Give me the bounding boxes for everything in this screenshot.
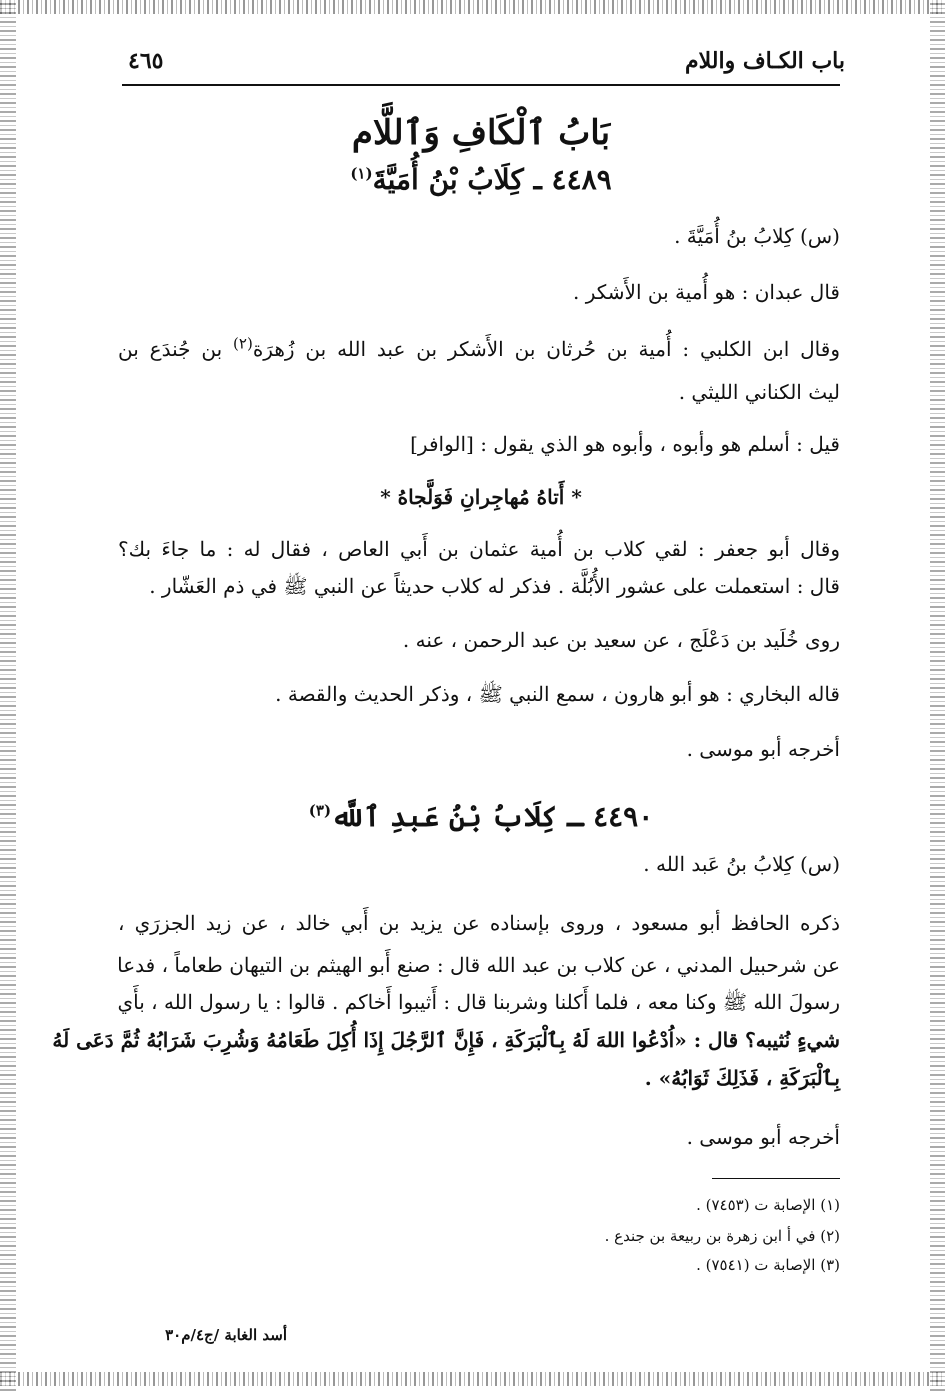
entry-line: أخرجه أبو موسى . xyxy=(686,737,840,761)
footnote-rule xyxy=(712,1178,840,1179)
entry-line: (س) كِلابُ بنُ عَبد الله . xyxy=(643,852,840,876)
footnote: (٣) الإصابة ت (٧٥٤١) . xyxy=(696,1256,840,1274)
poem-verse: * أَتاهُ مُهاجِرانِ فَوَلَّجاهُ * xyxy=(380,485,582,509)
chapter-title: بَابُ ٱلْكَافِ وَٱللَّام xyxy=(351,113,611,153)
footnote-ref: (٣) xyxy=(308,801,332,820)
page-number: ٤٦٥ xyxy=(128,48,164,74)
entry-line: قال : استعملت على عشور الأُبُلَّة . فذكر له كلاب حديثاً عن النبي ﷺ في ذم العَشّار . xyxy=(149,574,840,598)
entry-line: عن شرحبيل المدني ، عن كلاب بن عبد الله قال : صنع أَبو الهيثم بن التيهان طعاماً ، فدعا xyxy=(117,953,840,977)
footnote-ref: (٢) xyxy=(233,334,253,353)
entry-line: قيل : أسلم هو وأبوه ، وأبوه هو الذي يقول : [الوافر] xyxy=(410,432,840,456)
entry-line: روى خُلَيد بن دَعْلَج ، عن سعيد بن عبد الرحمن ، عنه . xyxy=(402,628,840,652)
entry-heading-4490 xyxy=(122,800,840,833)
entry-line: وقال أبو جعفر : لقي كلاب بن أُمية عثمان بن أَبي العاص ، فقال له : ما جاءَ بك؟ xyxy=(118,537,840,561)
entry-line: ليث الكناني الليثي . xyxy=(678,380,840,404)
entry-line: (س) كِلابُ بنُ أُمَيَّةَ . xyxy=(674,224,840,248)
entry-line-part: بن جُندَع بن xyxy=(118,337,223,361)
signature-mark: أسد الغابة /ج٤/م٣٠ xyxy=(165,1326,287,1344)
footnote: (٢) في أ ابن زهرة بن ربيعة بن جندع . xyxy=(604,1227,840,1245)
footnote-ref: (١) xyxy=(350,164,373,183)
header-rule xyxy=(122,84,840,86)
entry-heading-text: ٤٤٨٩ ـ كِلَابُ بْنُ أُمَيَّةَ xyxy=(372,163,612,196)
entry-heading-text: ٤٤٩٠ ـ كِلَابُ بْنُ عَبدِ ٱللَّه xyxy=(331,800,654,833)
entry-line: أخرجه أبو موسى . xyxy=(686,1125,840,1149)
entry-line-part: وقال ابن الكلبي : أُمية بن حُرثان بن الأَشكر بن عبد الله بن زُهرَة xyxy=(252,337,840,361)
entry-line xyxy=(118,334,840,361)
entry-heading-4489 xyxy=(122,163,840,196)
running-header-title: باب الكـاف واللام xyxy=(685,48,845,74)
entry-line: قال عبدان : هو أُمية بن الأَشكر . xyxy=(573,280,840,304)
hadith-line: بِٱلْبَرَكَةِ ، فَذَلِكَ ثَوَابُهُ» . xyxy=(644,1066,840,1090)
entry-line: رسولَ الله ﷺ وكنا معه ، فلما أَكلنا وشربنا قال : أَثيبوا أَخاكم . قالوا : يا رسول الله ، بأَي xyxy=(117,990,840,1014)
hadith-line: شيءٍ نُثيبه؟ قال : «اُدْعُوا اللهَ لَهُ بِٱلْبَرَكَةِ ، فَإِنَّ ٱلرَّجُلَ إِذَا أُكِلَ طَعَامُهُ وَشُرِبَ شَرَابُهُ ثُمَّ دَعَى لَهُ xyxy=(52,1028,840,1052)
entry-line: قاله البخاري : هو أبو هارون ، سمع النبي ﷺ ، وذكر الحديث والقصة . xyxy=(275,682,840,706)
entry-line: ذكره الحافظ أبو مسعود ، وروى بإسناده عن يزيد بن أَبي خالد ، عن زيد الجزرَي ، xyxy=(118,911,840,935)
footnote: (١) الإصابة ت (٧٤٥٣) . xyxy=(696,1196,840,1214)
